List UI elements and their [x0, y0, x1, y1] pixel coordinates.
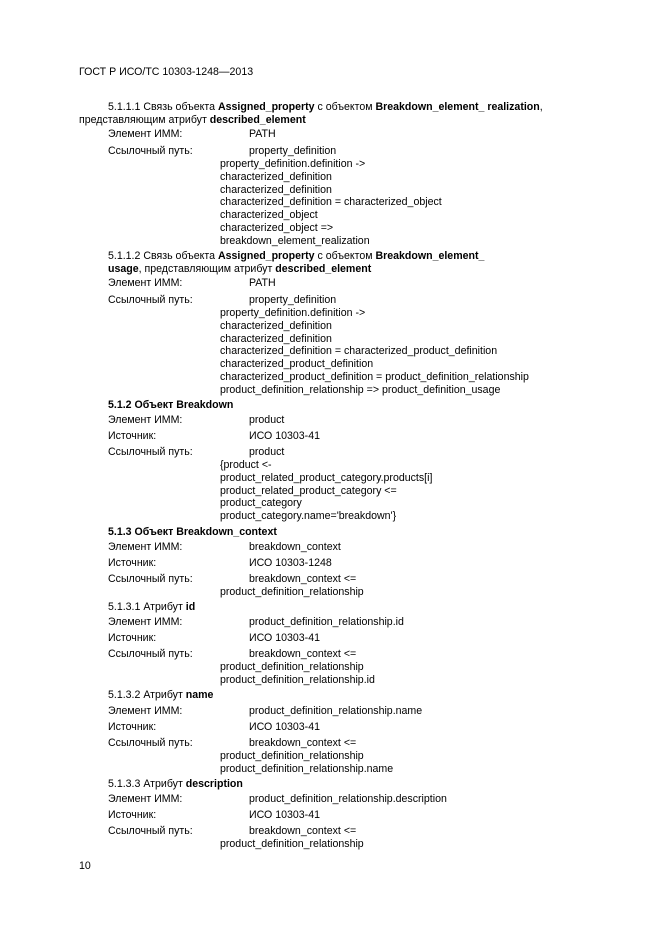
path-label: Ссылочный путь:	[108, 573, 193, 585]
path-line: property_definition.definition ->	[220, 158, 366, 170]
imm-label: Элемент ИММ:	[108, 793, 183, 805]
imm-label: Элемент ИММ:	[108, 414, 183, 426]
imm-label: Элемент ИММ:	[108, 541, 183, 553]
path-line: characterized_definition = characterized_object	[220, 196, 442, 208]
clause-5-1-1-1-title: 5.1.1.1 Связь объекта Assigned_property с объектом Breakdown_element_ realization,	[108, 101, 543, 113]
page-number: 10	[79, 860, 91, 872]
path-line: breakdown_context <=	[249, 573, 357, 585]
path-line: product_definition_relationship.name	[220, 763, 394, 775]
path-line: product_definition_relationship	[220, 838, 364, 850]
running-header: ГОСТ Р ИСО/ТС 10303-1248—2013	[79, 66, 254, 78]
source-label: Источник:	[108, 721, 157, 733]
path-line: product_category.name='breakdown'}	[220, 510, 397, 522]
source-value: ИСО 10303-41	[249, 721, 320, 733]
path-label: Ссылочный путь:	[108, 825, 193, 837]
path-line: characterized_definition	[220, 320, 332, 332]
path-line: breakdown_context <=	[249, 648, 357, 660]
clause-5-1-3-3-title: 5.1.3.3 Атрибут description	[108, 778, 243, 790]
imm-value: product	[249, 414, 285, 426]
path-line: characterized_product_definition	[220, 358, 374, 370]
path-label: Ссылочный путь:	[108, 737, 193, 749]
imm-label: Элемент ИММ:	[108, 616, 183, 628]
path-line: breakdown_context <=	[249, 825, 357, 837]
imm-value: product_definition_relationship.name	[249, 705, 423, 717]
path-line: {product <-	[220, 459, 272, 471]
source-label: Источник:	[108, 632, 157, 644]
path-line: product_definition_relationship.id	[220, 674, 375, 686]
source-value: ИСО 10303-1248	[249, 557, 332, 569]
path-line: product_definition_relationship	[220, 586, 364, 598]
path-label: Ссылочный путь:	[108, 145, 193, 157]
path-line: breakdown_element_realization	[220, 235, 370, 247]
imm-label: Элемент ИММ:	[108, 705, 183, 717]
path-line: product_related_product_category.products[i]	[220, 472, 433, 484]
imm-value: PATH	[249, 128, 276, 140]
clause-5-1-1-1-title-line2: представляющим атрибут described_element	[79, 114, 306, 126]
source-value: ИСО 10303-41	[249, 809, 320, 821]
path-line: characterized_product_definition = product_definition_relationship	[220, 371, 529, 383]
path-line: characterized_object =>	[220, 222, 334, 234]
path-line: property_definition.definition ->	[220, 307, 366, 319]
path-label: Ссылочный путь:	[108, 648, 193, 660]
imm-label: Элемент ИММ:	[108, 128, 183, 140]
path-line: characterized_definition = characterized_product_definition	[220, 345, 498, 357]
clause-5-1-1-2-title: 5.1.1.2 Связь объекта Assigned_property с объектом Breakdown_element_	[108, 250, 485, 262]
path-line: property_definition	[249, 145, 337, 157]
imm-value: product_definition_relationship.description	[249, 793, 447, 805]
path-line: product	[249, 446, 285, 458]
path-label: Ссылочный путь:	[108, 294, 193, 306]
section-5-1-2-heading: 5.1.2 Объект Breakdown	[108, 399, 234, 411]
imm-label: Элемент ИММ:	[108, 277, 183, 289]
source-label: Источник:	[108, 809, 157, 821]
path-line: characterized_definition	[220, 184, 332, 196]
clause-5-1-3-2-title: 5.1.3.2 Атрибут name	[108, 689, 214, 701]
source-label: Источник:	[108, 430, 157, 442]
source-value: ИСО 10303-41	[249, 430, 320, 442]
imm-value: product_definition_relationship.id	[249, 616, 404, 628]
path-line: characterized_definition	[220, 333, 332, 345]
path-line: characterized_object	[220, 209, 318, 221]
clause-5-1-1-2-title-line2: usage, представляющим атрибут described_element	[108, 263, 372, 275]
source-label: Источник:	[108, 557, 157, 569]
imm-value: PATH	[249, 277, 276, 289]
source-value: ИСО 10303-41	[249, 632, 320, 644]
path-label: Ссылочный путь:	[108, 446, 193, 458]
imm-value: breakdown_context	[249, 541, 341, 553]
path-line: breakdown_context <=	[249, 737, 357, 749]
section-5-1-3-heading: 5.1.3 Объект Breakdown_context	[108, 526, 277, 538]
path-line: product_definition_relationship	[220, 661, 364, 673]
clause-5-1-3-1-title: 5.1.3.1 Атрибут id	[108, 601, 196, 613]
path-line: product_definition_relationship	[220, 750, 364, 762]
path-line: property_definition	[249, 294, 337, 306]
path-line: product_category	[220, 497, 302, 509]
path-line: characterized_definition	[220, 171, 332, 183]
path-line: product_definition_relationship => product_definition_usage	[220, 384, 501, 396]
path-line: product_related_product_category <=	[220, 485, 397, 497]
